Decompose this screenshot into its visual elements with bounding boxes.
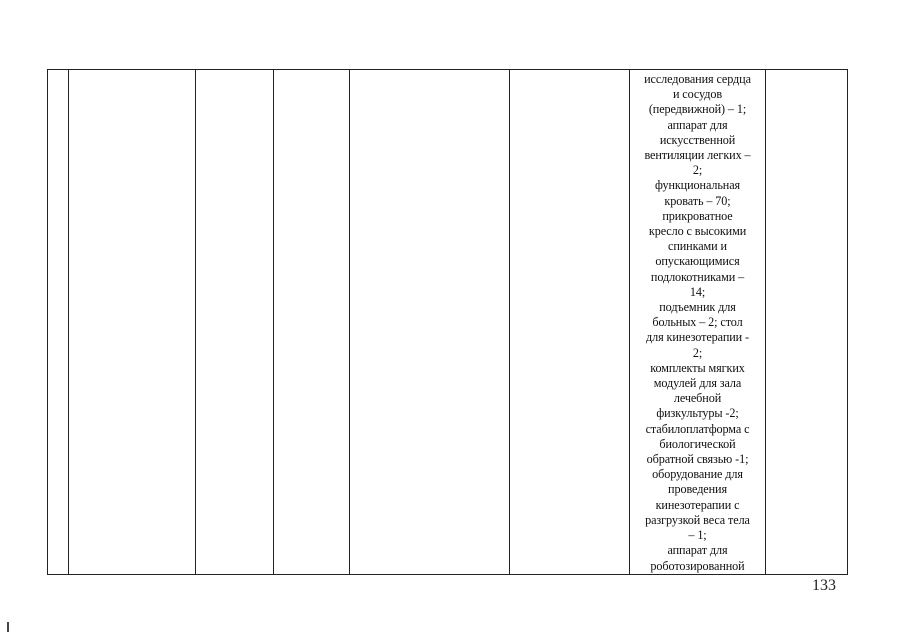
equipment-list-text xyxy=(630,70,765,574)
page-number: 133 xyxy=(812,577,836,594)
equipment-text-line: комплекты мягких xyxy=(650,360,745,375)
equipment-text-line: аппарат для xyxy=(667,543,728,558)
equipment-text-line: и сосудов xyxy=(672,87,723,102)
table-cell-col-3 xyxy=(196,70,274,575)
table-cell-col-5 xyxy=(350,70,510,575)
equipment-text-line: больных – 2; стол xyxy=(652,315,743,330)
equipment-text-line: подъемник для xyxy=(659,300,736,315)
table-cell-col-8 xyxy=(766,70,848,575)
equipment-text-line: опускающимися xyxy=(655,254,740,269)
equipment-text-line: физкультуры -2; xyxy=(656,406,739,421)
equipment-text-line: 2; xyxy=(692,163,703,178)
table-cell-col-6 xyxy=(510,70,630,575)
equipment-text-line: – 1; xyxy=(688,528,707,543)
equipment-text-line: прикроватное xyxy=(662,208,733,223)
equipment-text-line: биологической xyxy=(659,436,736,451)
equipment-text-line: для кинезотерапии - xyxy=(646,330,749,345)
equipment-text-line: кресло с высокими xyxy=(648,224,747,239)
equipment-text-line: стабилоплатформа с xyxy=(645,421,750,436)
equipment-text-line: 14; xyxy=(689,284,706,299)
table-cell-col-4 xyxy=(274,70,350,575)
scan-edge-mark xyxy=(7,622,9,632)
equipment-text-line: роботозированной xyxy=(650,558,745,573)
equipment-text-line: лечебной xyxy=(673,391,722,406)
equipment-text-line: проведения xyxy=(668,482,727,497)
equipment-text-line: подлокотниками – xyxy=(650,269,745,284)
equipment-text-line: модулей для зала xyxy=(653,376,742,391)
table-cell-col-2 xyxy=(69,70,196,575)
equipment-text-line: искусственной xyxy=(659,132,736,147)
equipment-text-line: разгрузкой веса тела xyxy=(645,512,750,527)
equipment-text-line: вентиляции легких – xyxy=(644,148,751,163)
equipment-text-line: (передвижной) – 1; xyxy=(648,102,747,117)
equipment-text-line: функциональная xyxy=(654,178,741,193)
equipment-text-line: кинезотерапии с xyxy=(655,497,740,512)
equipment-text-line: аппарат для xyxy=(667,117,728,132)
equipment-text-line: исследования сердца xyxy=(644,72,751,86)
requirements-table xyxy=(47,69,848,575)
equipment-text-line: спинками и xyxy=(668,239,727,254)
table-cell-number xyxy=(48,70,69,575)
equipment-text-line: оборудование для xyxy=(652,467,743,482)
table-row xyxy=(48,70,848,575)
equipment-text-line: обратной связью -1; xyxy=(646,452,749,467)
equipment-text-line: кровать – 70; xyxy=(664,193,731,208)
table-cell-equipment xyxy=(630,70,766,575)
equipment-text-line: 2; xyxy=(692,345,703,360)
